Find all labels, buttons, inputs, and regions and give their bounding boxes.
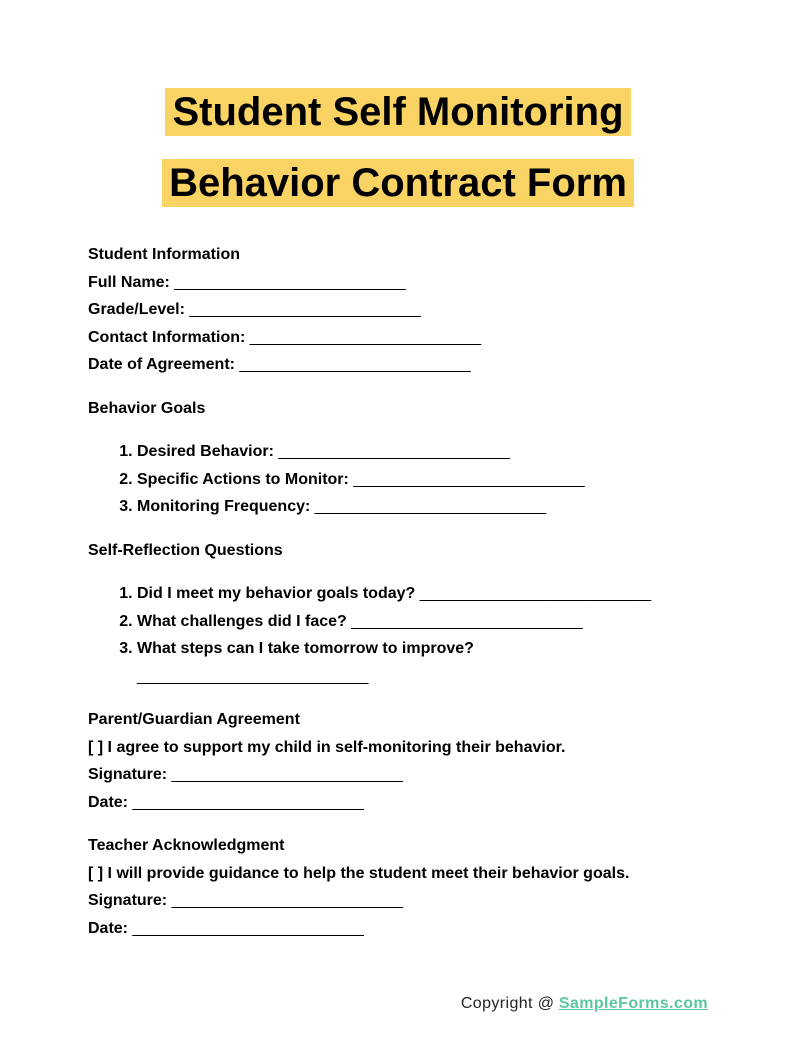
section-self-reflection-questions <box>88 537 708 691</box>
section-heading: Teacher Acknowledgment <box>88 837 285 854</box>
fill-in-line: __________________________ <box>174 273 406 291</box>
sampleforms-link[interactable]: SampleForms.com <box>558 995 708 1012</box>
fill-in-line: __________________________ <box>249 328 482 346</box>
field-label: Grade/Level: <box>88 301 185 318</box>
field-full-name <box>88 269 708 297</box>
acknowledgment-statement: [ ] I will provide guidance to help the student meet their behavior goals. <box>88 864 630 882</box>
list-item-monitoring-frequency <box>137 493 708 521</box>
section-behavior-goals <box>88 395 708 521</box>
title-row-1 <box>80 88 716 136</box>
behavior-goals-list <box>88 438 708 521</box>
list-item-challenges <box>137 608 708 636</box>
field-parent-signature <box>88 761 708 789</box>
field-label: Signature: <box>88 892 168 909</box>
field-label: Date: <box>88 793 129 811</box>
title-row-2 <box>80 159 716 207</box>
fill-in-line: __________________________ <box>132 793 364 811</box>
item-label: What steps can I take tomorrow to improve? <box>137 640 474 657</box>
section-heading: Student Information <box>88 246 240 263</box>
section-parent-guardian-agreement <box>88 706 708 816</box>
fill-in-line: __________________________ <box>171 892 403 909</box>
field-date-of-agreement <box>88 351 708 379</box>
list-item-steps-tomorrow <box>137 635 708 690</box>
title-line-2: Behavior Contract Form <box>162 159 634 207</box>
fill-in-line: __________________________ <box>314 498 547 515</box>
self-reflection-list <box>88 580 708 690</box>
copyright-text: Copyright @ <box>460 995 555 1012</box>
section-heading: Behavior Goals <box>88 399 206 417</box>
list-item-desired-behavior <box>137 438 708 466</box>
field-parent-date <box>88 789 708 817</box>
section-heading: Parent/Guardian Agreement <box>88 711 300 728</box>
fill-in-line: __________________________ <box>171 766 403 783</box>
field-grade-level <box>88 296 708 324</box>
section-heading: Self-Reflection Questions <box>88 541 283 559</box>
field-label: Full Name: <box>88 273 170 291</box>
footer <box>88 990 708 1018</box>
field-label: Date of Agreement: <box>88 356 235 373</box>
field-label: Date: <box>88 919 129 937</box>
item-label: Specific Actions to Monitor: <box>137 470 349 488</box>
agreement-statement: [ ] I agree to support my child in self-monitoring their behavior. <box>88 738 566 756</box>
fill-in-line: __________________________ <box>132 919 364 937</box>
page-title <box>88 88 708 207</box>
section-teacher-acknowledgment <box>88 832 708 942</box>
item-label: Desired Behavior: <box>137 443 274 460</box>
item-label: What challenges did I face? <box>137 612 347 630</box>
fill-in-line: __________________________ <box>419 585 652 602</box>
fill-in-line: __________________________ <box>137 667 369 685</box>
fill-in-line: __________________________ <box>239 356 471 373</box>
field-contact-information <box>88 324 708 352</box>
list-item-met-goals <box>137 580 708 608</box>
fill-in-line: __________________________ <box>353 470 585 488</box>
fill-in-line: __________________________ <box>189 301 421 318</box>
field-teacher-date <box>88 915 708 943</box>
fill-in-line: __________________________ <box>278 443 510 460</box>
field-teacher-signature <box>88 887 708 915</box>
title-line-1: Student Self Monitoring <box>165 88 630 136</box>
fill-in-line: __________________________ <box>351 612 583 630</box>
field-label: Signature: <box>88 766 168 783</box>
section-student-information <box>88 241 708 379</box>
field-label: Contact Information: <box>88 328 246 346</box>
list-item-specific-actions <box>137 466 708 494</box>
item-label: Monitoring Frequency: <box>137 498 311 515</box>
item-label: Did I meet my behavior goals today? <box>137 585 416 602</box>
